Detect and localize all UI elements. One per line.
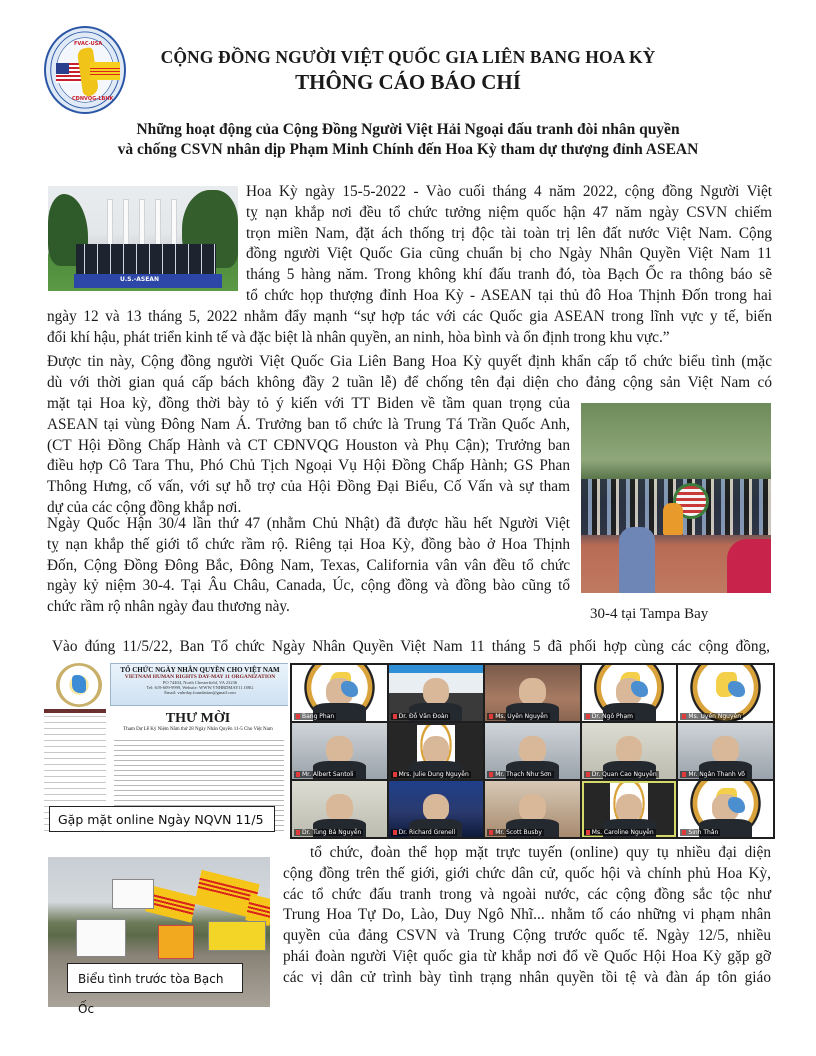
leaders-group [76, 244, 216, 278]
participant-tile [389, 665, 484, 721]
participant-face [519, 736, 545, 763]
text-line: Hoa Kỳ ngày 15-5-2022 - Vào cuối tháng 4 năm 2022, cộng đồng Người Việt [246, 183, 772, 200]
participant-name: Mrs. Julie Dung Nguyễn [391, 771, 471, 778]
participant-name: Ms. Caroline Nguyễn [584, 829, 656, 836]
text-line: điều hợp Cô Tara Thu, Phó Chủ Tịch Ngoại Vụ Hội Đồng Chấp Hành; GS Phan [47, 457, 570, 475]
document-type-title: THÔNG CÁO BÁO CHÍ [295, 70, 521, 94]
online-meeting-caption: Gặp mặt online Ngày NQVN 11/5 [49, 806, 275, 832]
participant-name: Dr. Đỗ Văn Đoàn [391, 713, 451, 720]
participant-name: Dr. Tùng Bá Nguyễn [294, 829, 363, 836]
participant-name: Dr. Richard Grenell [391, 829, 458, 836]
spectator-figure [727, 539, 771, 593]
paragraph-2-full [47, 352, 772, 394]
participant-tile [292, 665, 387, 721]
participant-face [326, 794, 352, 821]
text-line: Ngày Quốc Hận 30/4 lần thứ 47 (nhằm Chủ Nhật) đã được hầu hết Người Việt [47, 515, 570, 532]
letter-org-vn: TỔ CHỨC NGÀY NHÂN QUYỀN CHO VIỆT NAM [120, 666, 280, 674]
text-line: các tổ chức đấu tranh trong và ngoài nước, các cộng đồng sắc tộc như [283, 885, 771, 903]
text-line: dự của các cộng đồng khắp nơi. [47, 498, 242, 516]
participant-face [519, 678, 545, 705]
participant-face [519, 794, 545, 821]
text-line: các vị dân cử trình bày tình trạng nhân quyền tồi tệ và đàn áp tôn giáo [283, 968, 771, 986]
logo-bottom-tag: CĐNVQG-LBHK [72, 96, 114, 102]
participant-face [423, 794, 449, 821]
text-line: phái đoàn người Việt quốc gia từ khắp nơi đổ về Quốc Hội Hoa Kỳ gặp gỡ [283, 947, 771, 965]
participant-name: Mr. Ngân Thanh Võ [680, 771, 747, 778]
logo-top-tag: FVAC-USA [74, 41, 103, 47]
text-line: tỵ nạn khắp thế giới tổ chức rầm rộ. Riêng tại Hoa Kỳ, đồng bào ở Hoa Thịnh [47, 535, 570, 553]
participant-tile [485, 723, 580, 779]
text-line: dù với thời gian quá cấp bách không đầy 2 tuần lễ) để chống tên đại diện cho đảng cộng sản Việt Nam có [47, 373, 772, 391]
participant-name: Mr. Scott Busby [487, 829, 544, 836]
subtitle-line: Những hoạt động của Cộng Đồng Người Việt Hải Ngoại đấu tranh đòi nhân quyền [136, 121, 680, 138]
text-line: mặt tại Hoa kỳ, đồng thời bày tỏ ý kiến với TT Biden về tầm quan trọng của [47, 395, 570, 412]
protest-sign-ukraine [112, 879, 154, 909]
tampa-photo-caption: 30-4 tại Tampa Bay [590, 606, 709, 622]
participant-tile [485, 665, 580, 721]
protest-sign-human-rights [158, 925, 194, 959]
participant-face [326, 736, 352, 763]
participant-name: Mr. Albert Santoli [294, 771, 356, 778]
monk-figure [663, 503, 683, 535]
text-line: Vào đúng 11/5/22, Ban Tổ chức Ngày Nhân Quyền Việt Nam 11 tháng 5 đã phối hợp cùng các cộng đồng, [52, 638, 770, 655]
letter-header [110, 663, 288, 706]
protest-sign-communist-party [76, 919, 126, 957]
text-line: đổi khí hậu, phát triển kinh tế và đặc biệt là nhân quyền, an ninh, hòa bình và ổn định trong khu vực.” [47, 328, 670, 346]
protest-banner [208, 921, 266, 951]
text-line: ngày kỷ niệm 30-4. Tại Âu Châu, Canada, Úc, cộng đồng và đồng bào cũng tổ [47, 577, 570, 595]
text-line: tổ chức họp thượng đỉnh Hoa Kỳ - ASEAN tại thủ đô Hoa Thịnh Đốn trong hai [246, 286, 772, 304]
tampa-bay-ceremony-photo [581, 403, 771, 593]
text-line: (CT Hội Đồng Chấp Hành và CT CĐNVQG Houston và Phụ Cận); Trưởng ban [47, 436, 570, 454]
letter-address: PO 74404, North Chesterfield, VA 23236 [162, 680, 238, 685]
participant-face [616, 736, 642, 763]
participant-name: Bang Phan [294, 713, 336, 720]
participant-name: Sinh Thân [680, 829, 720, 836]
text-line: Trung Hoa Tự Do, Lào, Duy Ngô Nhĩ... nhằm tố cáo những vi phạm nhân [283, 906, 771, 924]
text-line: trọn miền Nam, đặt ách thống trị độc tài toàn trị lên đất nước Việt Nam. Cộng [246, 224, 772, 242]
participant-face [326, 678, 352, 705]
letter-contact: Tel: 619-609-9999, Website: WWW.VNHRDMAY11.ORG [146, 685, 254, 690]
vnhrd-seal-icon [56, 663, 102, 707]
text-line: Được tin này, Cộng đồng người Việt Quốc Gia Liên Bang Hoa Kỳ quyết định khẩn cấp tổ chức biểu tình (mặc [47, 353, 772, 370]
stage-banner: U.S.-ASEAN [120, 276, 159, 283]
protest-photo-caption: Biểu tình trước tòa Bạch Ốc [67, 963, 243, 993]
paragraph-2-wrapped [47, 394, 570, 519]
participant-tile [582, 781, 677, 837]
text-line: ngày 12 và 13 tháng 5, 2022 nhằm đẩy mạnh “sự hợp tác với các Quốc gia ASEAN trong lĩnh vực y tế, biến [47, 308, 772, 325]
text-line: Thông Hưng, cố vấn, với sự hỗ trợ của Hội Đồng Đại Biểu, Cố Vấn và sự tham [47, 478, 570, 496]
paragraph-1-full [47, 307, 772, 349]
participant-face [423, 736, 449, 763]
participant-face [712, 736, 738, 763]
participant-tile [389, 723, 484, 779]
subtitle-line: và chống CSVN nhân dịp Phạm Minh Chính đến Hoa Kỳ tham dự thượng đỉnh ASEAN [117, 141, 699, 158]
paragraph-3 [47, 514, 570, 618]
participant-face [616, 678, 642, 705]
participant-tile [678, 665, 773, 721]
letter-org-en: VIETNAM HUMAN RIGHTS DAY-MAY 11 ORGANIZATION [124, 674, 276, 680]
participant-face [712, 794, 738, 821]
letter-subtitle: Tham Dự Lễ Kỷ Niệm Năm thứ 28 Ngày Nhân Quyền 11-5 Cho Việt Nam [123, 727, 273, 732]
participant-face [423, 678, 449, 705]
participant-tile [485, 781, 580, 837]
text-line: đồng người Việt Quốc Gia cũng chuẩn bị cho Ngày Nhân Quyền Việt Nam 11 [246, 245, 772, 263]
participant-tile [292, 723, 387, 779]
article-subtitle [0, 120, 816, 160]
letter-title: THƯ MỜI [165, 711, 231, 726]
participant-name: Dr. Quan Cao Nguyễn [584, 771, 659, 778]
participant-name: Ms. Uyên Nguyễn [487, 713, 550, 720]
participant-name: Dr. Ngô Phạm [584, 713, 635, 720]
text-line: cộng đồng trên thế giới, giới chức dân cử, quốc hội và chính phủ Hoa Kỳ, [283, 864, 771, 882]
participant-tile [582, 665, 677, 721]
text-line: tỵ nạn khắp nơi đều tổ chức tưởng niệm quốc hận 47 năm ngày CSVN chiếm [246, 203, 772, 221]
text-line: Đốn, Cộng Đồng Đông Bắc, Đông Nam, Texas, California vân vân đều tổ chức [47, 556, 570, 574]
participant-name: Mr. Thạch Như Sơn [487, 771, 553, 778]
participant-face [616, 794, 642, 821]
organization-title: CỘNG ĐỒNG NGƯỜI VIỆT QUỐC GIA LIÊN BANG HOA KỲ [160, 47, 656, 67]
participant-name: Ms. Uyển Nguyễn [680, 713, 743, 720]
text-line: quyền của đảng CSVN và Trung Cộng trước quốc tế. Ngày 12/5, nhiều [283, 927, 771, 945]
white-house-summit-photo [48, 186, 238, 291]
online-meeting-screenshot [290, 663, 775, 839]
participant-tile [389, 781, 484, 837]
text-line: tháng 5 hàng năm. Trong không khí đấu tranh đó, tòa Bạch Ốc ra thông báo sẽ [246, 266, 772, 284]
participant-tile [678, 723, 773, 779]
text-line: ASEAN tại vùng Đông Nam Á. Trưởng ban tổ chức là Trung Tá Trần Quốc Anh, [47, 415, 570, 433]
paragraph-4-wrapped [283, 843, 771, 989]
letter-email: Email: vnhrday.foundation@gmail.com [164, 690, 236, 695]
participant-tile [678, 781, 773, 837]
text-line: tổ chức, đoàn thể họp mặt trực tuyến (online) quy tụ nhiều đại diện [310, 844, 771, 861]
photographer-figure [619, 527, 655, 593]
text-line: chức rầm rộ nhân ngày đau thương này. [47, 598, 290, 616]
paragraph-1-wrapped [246, 182, 772, 307]
paragraph-4-first [52, 637, 770, 658]
participant-tile [582, 723, 677, 779]
participant-tile [292, 781, 387, 837]
